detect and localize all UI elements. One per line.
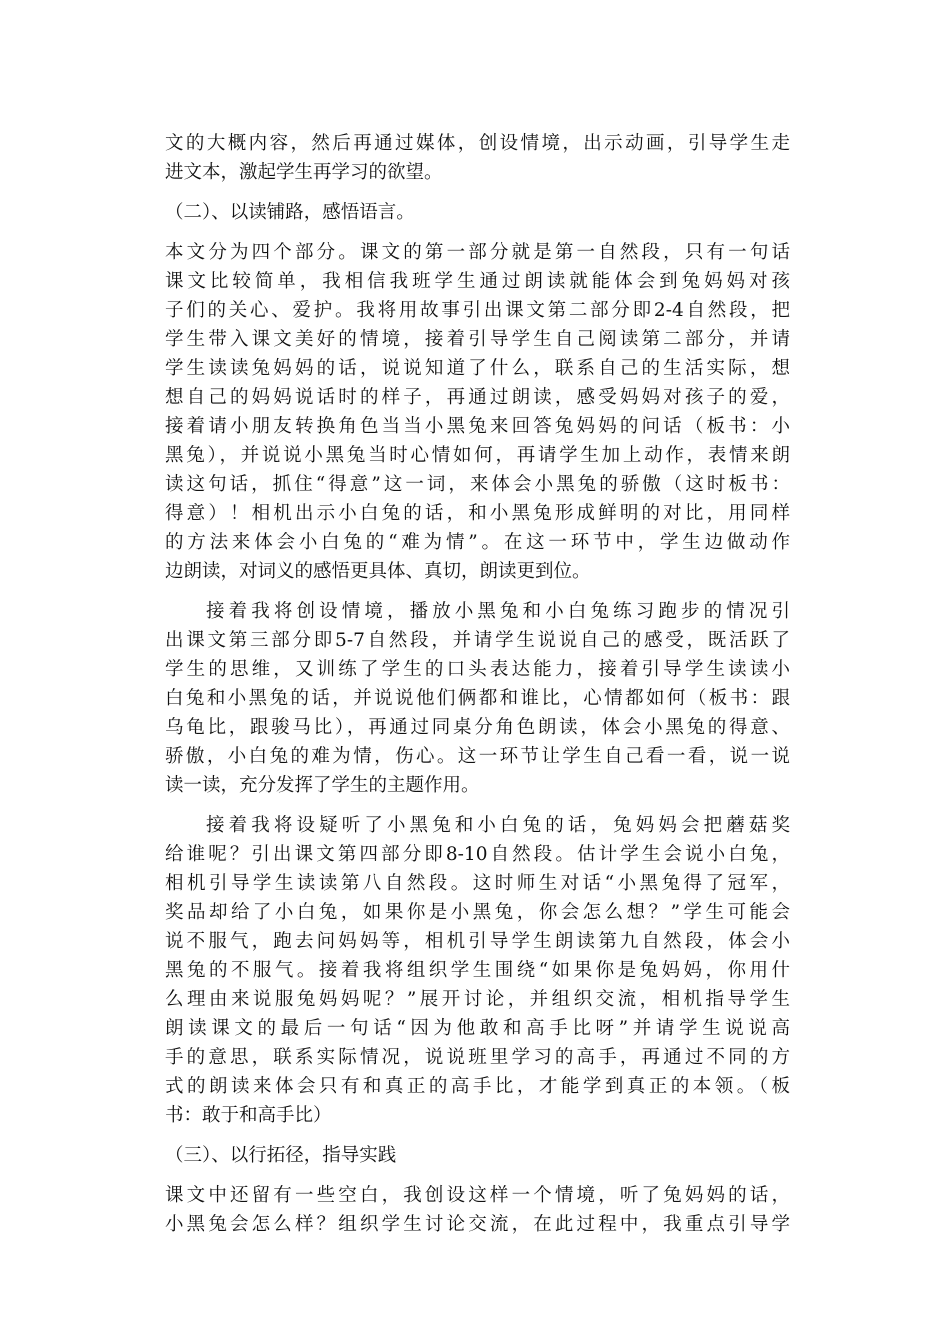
text-line: 子们的关心、爱护。我将用故事引出课文第二部分即2-4自然段，把 xyxy=(165,300,790,321)
text-line: 进文本，激起学生再学习的欲望。 xyxy=(165,162,443,183)
text-line: 说不服气，跑去问妈妈等，相机引导学生朗读第九自然段，体会小 xyxy=(165,931,790,952)
text-line: 么理由来说服兔妈妈呢？”展开讨论，并组织交流，相机指导学生 xyxy=(165,989,790,1010)
text-line: 给谁呢？引出课文第四部分即8-10自然段。估计学生会说小白兔， xyxy=(165,844,790,865)
text-line: 黑兔），并说说小黑兔当时心情如何，再请学生加上动作，表情来朗 xyxy=(165,445,790,466)
text-line: 黑兔的不服气。接着我将组织学生围绕“如果你是兔妈妈，你用什 xyxy=(165,960,790,981)
text-line: 学生读读兔妈妈的话，说说知道了什么，联系自己的生活实际，想 xyxy=(165,358,790,379)
paragraph-p1 xyxy=(165,129,790,187)
text-line: 相机引导学生读读第八自然段。这时师生对话“小黑兔得了冠军， xyxy=(165,873,790,894)
text-line: 边朗读，对词义的感悟更具体、真切，朗读更到位。 xyxy=(165,561,591,582)
text-line: 骄傲，小白兔的难为情，伤心。这一环节让学生自己看一看，说一说 xyxy=(165,746,790,767)
paragraph-p5 xyxy=(165,1181,790,1239)
text-line: 朗读课文的最后一句话“因为他敢和高手比呀”并请学生说说高 xyxy=(165,1018,790,1039)
text-line: 学生的思维，又训练了学生的口头表达能力，接着引导学生读读小 xyxy=(165,659,790,680)
paragraph-p4 xyxy=(165,811,790,1130)
text-line: 白兔和小黑兔的话，并说说他们俩都和谁比，心情都如何（板书：跟 xyxy=(165,688,790,709)
text-line: 本文分为四个部分。课文的第一部分就是第一自然段，只有一句话 xyxy=(165,242,790,263)
text-line: 的方法来体会小白兔的“难为情”。在这一环节中，学生边做动作 xyxy=(165,532,790,553)
heading-text: （二）、以读铺路，感悟语言。 xyxy=(165,202,415,223)
text-line: 书：敢于和高手比） xyxy=(165,1105,332,1126)
text-line: 接着请小朋友转换角色当当小黑兔来回答兔妈妈的问话（板书：小 xyxy=(165,416,790,437)
text-line: 读一读，充分发挥了学生的主题作用。 xyxy=(165,775,480,796)
text-line: 文的大概内容，然后再通过媒体，创设情境，出示动画，引导学生走 xyxy=(165,133,790,154)
text-line: 接着我将创设情境，播放小黑兔和小白兔练习跑步的情况引 xyxy=(206,601,790,622)
text-line: 式的朗读来体会只有和真正的高手比，才能学到真正的本领。（板 xyxy=(165,1076,790,1097)
text-line: 手的意思，联系实际情况，说说班里学习的高手，再通过不同的方 xyxy=(165,1047,790,1068)
section-heading-2 xyxy=(165,198,790,227)
paragraph-p2 xyxy=(165,238,790,586)
text-line: 读这句话，抓住“得意”这一词，来体会小黑兔的骄傲（这时板书： xyxy=(165,474,790,495)
document-page xyxy=(165,129,790,1250)
text-line: 想自己的妈妈说话时的样子，再通过朗读，感受妈妈对孩子的爱， xyxy=(165,387,790,408)
section-heading-3 xyxy=(165,1141,790,1170)
text-line: 课文比较简单，我相信我班学生通过朗读就能体会到兔妈妈对孩 xyxy=(165,271,790,292)
paragraph-p3 xyxy=(165,597,790,800)
text-line: 乌龟比，跟骏马比），再通过同桌分角色朗读，体会小黑兔的得意、 xyxy=(165,717,790,738)
text-line: 学生带入课文美好的情境，接着引导学生自己阅读第二部分，并请 xyxy=(165,329,790,350)
text-line: 课文中还留有一些空白，我创设这样一个情境，听了兔妈妈的话， xyxy=(165,1185,790,1206)
heading-text: （三）、以行拓径，指导实践 xyxy=(165,1145,397,1166)
text-line: 出课文第三部分即5-7自然段，并请学生说说自己的感受，既活跃了 xyxy=(165,630,790,651)
text-line: 小黑兔会怎么样？组织学生讨论交流，在此过程中，我重点引导学 xyxy=(165,1214,790,1235)
text-line: 接着我将设疑听了小黑兔和小白兔的话，兔妈妈会把蘑菇奖 xyxy=(206,815,790,836)
text-line: 奖品却给了小白兔，如果你是小黑兔，你会怎么想？”学生可能会 xyxy=(165,902,790,923)
text-line: 得意）！相机出示小白兔的话，和小黑兔形成鲜明的对比，用同样 xyxy=(165,503,790,524)
